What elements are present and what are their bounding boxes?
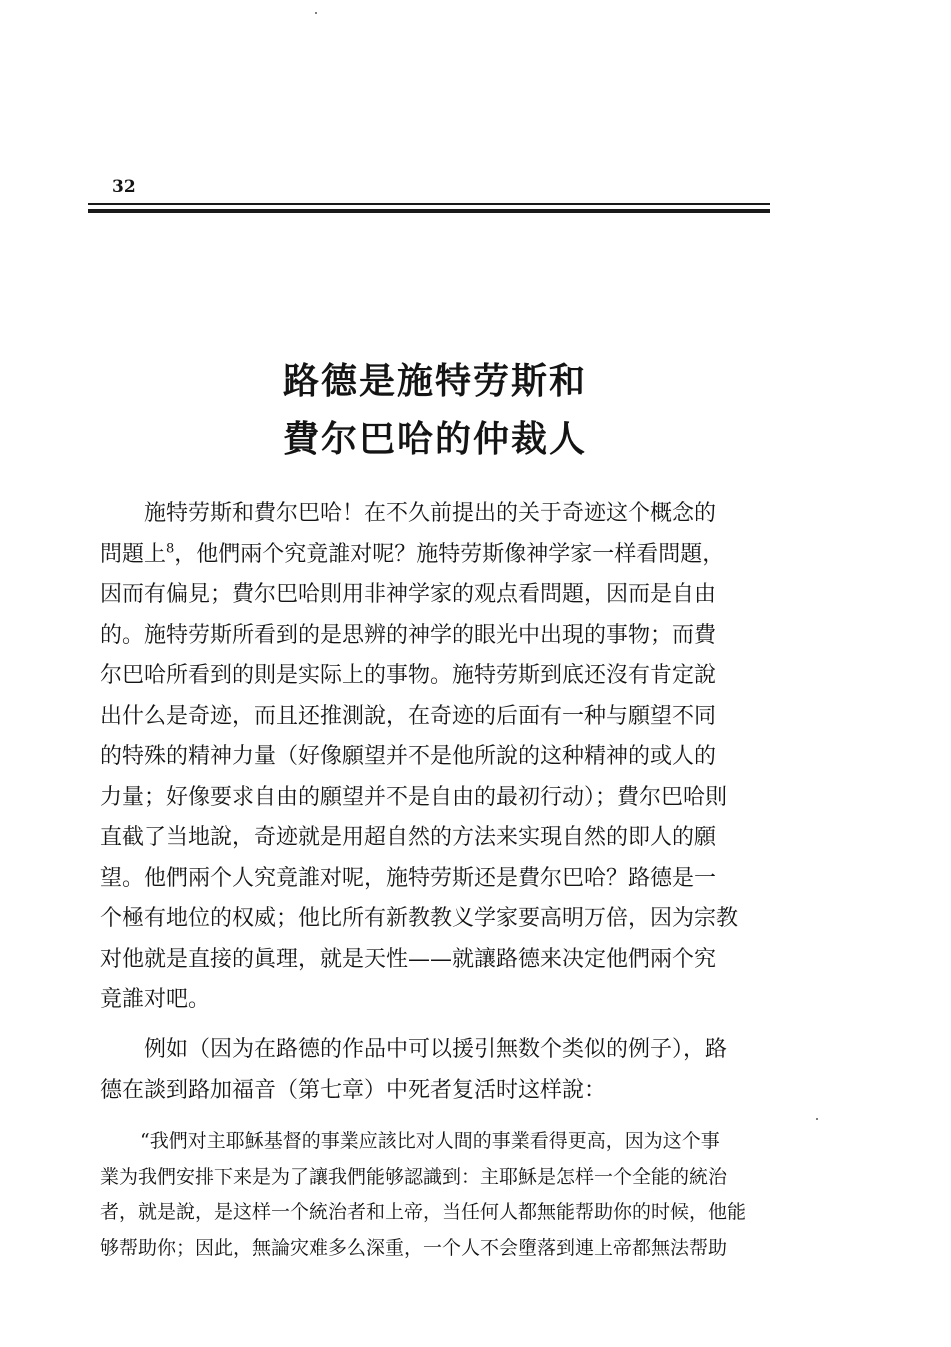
body-paragraph-2 — [100, 1030, 780, 1111]
text-line: 的。施特劳斯所看到的是思辨的神学的眼光中出現的事物；而費 — [100, 622, 717, 648]
text-line: 竟誰对吧。 — [100, 987, 211, 1012]
text-line: 力量；好像要求自由的願望并不是自由的最初行动）；費尔巴哈則 — [100, 784, 728, 810]
text-line: 望。他們兩个人究竟誰对呢，施特劳斯还是費尔巴哈？路德是一 — [100, 865, 717, 891]
quote-line: 够帮助你；因此，無論灾难多么深重，一个人不会墮落到連上帝都無法帮助 — [100, 1236, 728, 1259]
quote-line: 者，就是說，是这样一个統治者和上帝，当任何人都無能帮助你的时候，他能 — [100, 1201, 747, 1223]
text-line: 因而有偏見；費尔巴哈則用非神学家的观点看問題，因而是自由 — [100, 582, 717, 607]
text-line-part: ，他們兩个究竟誰对呢？施特劳斯像神学家一样看問題， — [174, 541, 725, 567]
text-line: 个極有地位的权威；他比所有新教教义学家要高明万倍，因为宗教 — [100, 906, 739, 931]
scan-speck — [315, 12, 317, 14]
scan-speck — [816, 1118, 818, 1120]
text-line: 德在談到路加福音（第七章）中死者复活时这样說： — [100, 1077, 607, 1103]
text-line: 例如（因为在路德的作品中可以援引無数个类似的例子），路 — [144, 1037, 728, 1062]
header-rule-thick — [88, 209, 770, 213]
text-line: 施特劳斯和費尔巴哈！在不久前提出的关于奇迹这个概念的 — [144, 501, 717, 526]
quote-line: “我們对主耶穌基督的事業应該比对人間的事業看得更高，因为这个事 — [140, 1130, 720, 1152]
body-paragraph-1 — [100, 494, 780, 1021]
chapter-title-line-2: 費尔巴哈的仲裁人 — [282, 418, 587, 460]
text-line: 尔巴哈所看到的則是实际上的事物。施特劳斯到底还沒有肯定說 — [100, 663, 717, 688]
header-rule-thin — [88, 203, 770, 205]
quote-line: 業为我們安排下来是为了讓我們能够認識到：主耶穌是怎样一个全能的統治 — [100, 1165, 728, 1188]
block-quote — [100, 1124, 790, 1266]
chapter-title-line-1: 路德是施特劳斯和 — [282, 360, 587, 402]
footnote-marker: 8 — [166, 541, 175, 557]
text-line-part: 問題上 — [100, 541, 167, 567]
text-line: 直截了当地說，奇迹就是用超自然的方法来实現自然的即人的願 — [100, 825, 717, 850]
text-line: 出什么是奇迹，而且还推測說，在奇迹的后面有一种与願望不同 — [100, 703, 717, 729]
text-line: 对他就是直接的眞理，就是天性——就讓路德来决定他們兩个究 — [100, 946, 717, 972]
text-line — [100, 535, 780, 576]
page-number: 32 — [112, 177, 136, 197]
text-line: 的特殊的精神力量（好像願望并不是他所說的这种精神的或人的 — [100, 744, 717, 769]
